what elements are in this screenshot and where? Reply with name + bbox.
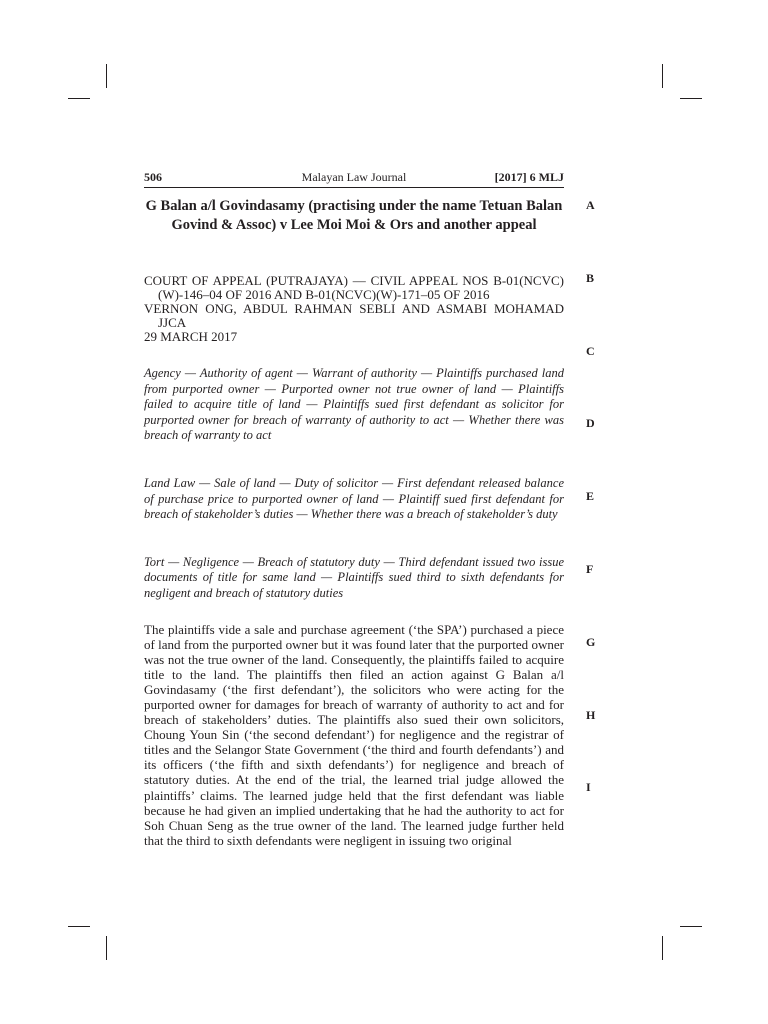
- margin-letter-c: C: [586, 344, 595, 358]
- running-header: [144, 168, 564, 188]
- catchwords-land-law: Land Law — Sale of land — Duty of solicitor — First defendant released balance of purchase price to purported owner of land — Plaintiff sued first defendant for breach of stakeholder’s duties — Whether there was a breach of stakeholder’s duty: [144, 475, 564, 522]
- margin-letter-i: I: [586, 780, 591, 794]
- margin-letter-h: H: [586, 708, 596, 722]
- headnote-paragraph: The plaintiffs vide a sale and purchase agreement (‘the SPA’) purchased a piece of land from the purported owner but it was found later that the purported owner was not the true owner of the land. Consequently, the plaintiffs failed to acquire title to the land. The plaintiffs then filed an action against G Balan a/l Govindasamy (‘the first defendant’), the solicitors who were acting for the purported owner for damages for breach of warranty of authority to act and for breach of stakeholders’ duties. The plaintiffs also sued their own solicitors, Choung Youn Sin (‘the second defendant’) for negligence and the registrar of titles and the Selangor State Government (‘the third and fourth defendants’) and its officers (‘the fifth and sixth defendants’) for negligence and breach of statutory duties. At the end of the trial, the learned trial judge allowed the plaintiffs’ claims. The learned judge held that the first defendant was liable because he had given an implied undertaking that he had the authority to act for Soh Chuan Seng as the true owner of the land. The learned judge further held that the third to sixth defendants were negligent in issuing two original: [144, 621, 564, 848]
- court-judges-line: VERNON ONG, ABDUL RAHMAN SEBLI AND ASMABI MOHAMAD JJCA: [144, 301, 564, 330]
- margin-letter-g: G: [586, 635, 596, 649]
- margin-letter-f: F: [586, 562, 594, 576]
- crop-mark-top-left-vertical: [106, 64, 107, 88]
- margin-letter-d: D: [586, 416, 595, 430]
- crop-mark-top-right-horizontal: [680, 98, 702, 99]
- page-number: 506: [144, 170, 162, 184]
- crop-mark-bottom-left-horizontal: [68, 926, 90, 927]
- margin-letter-b: B: [586, 271, 595, 285]
- court-appeal-line: COURT OF APPEAL (PUTRAJAYA) — CIVIL APPEAL NOS B-01(NCVC)(W)-146–04 OF 2016 AND B-01(NCVC)(W)-171–05 OF 2016: [144, 273, 564, 302]
- margin-letter-a: A: [586, 198, 595, 212]
- header-rule: [144, 187, 564, 188]
- page-content: [144, 197, 564, 848]
- case-title: G Balan a/l Govindasamy (practising under the name Tetuan Balan Govind & Assoc) v Lee Moi Moi & Ors and another appeal: [145, 198, 563, 233]
- catchwords-agency: Agency — Authority of agent — Warrant of authority — Plaintiffs purchased land from purported owner — Purported owner not true owner of land — Plaintiffs failed to acquire title of land — Plaintiffs sued first defendant as solicitor for purported owner for breach of warranty of authority to act — Whether there was breach of warranty to act: [144, 366, 564, 443]
- citation: [2017] 6 MLJ: [494, 170, 564, 184]
- court-date-line: 29 MARCH 2017: [144, 329, 238, 344]
- crop-mark-bottom-left-vertical: [106, 936, 107, 960]
- journal-name: Malayan Law Journal: [301, 170, 407, 184]
- crop-mark-bottom-right-horizontal: [680, 926, 702, 927]
- court-details: [144, 274, 564, 344]
- margin-letter-e: E: [586, 489, 595, 503]
- crop-mark-top-right-vertical: [662, 64, 663, 88]
- catchwords-tort: Tort — Negligence — Breach of statutory duty — Third defendant issued two issue documents of title for same land — Plaintiffs sued third to sixth defendants for negligent and breach of statutory duties: [144, 554, 564, 600]
- crop-mark-bottom-right-vertical: [662, 936, 663, 960]
- crop-mark-top-left-horizontal: [68, 98, 90, 99]
